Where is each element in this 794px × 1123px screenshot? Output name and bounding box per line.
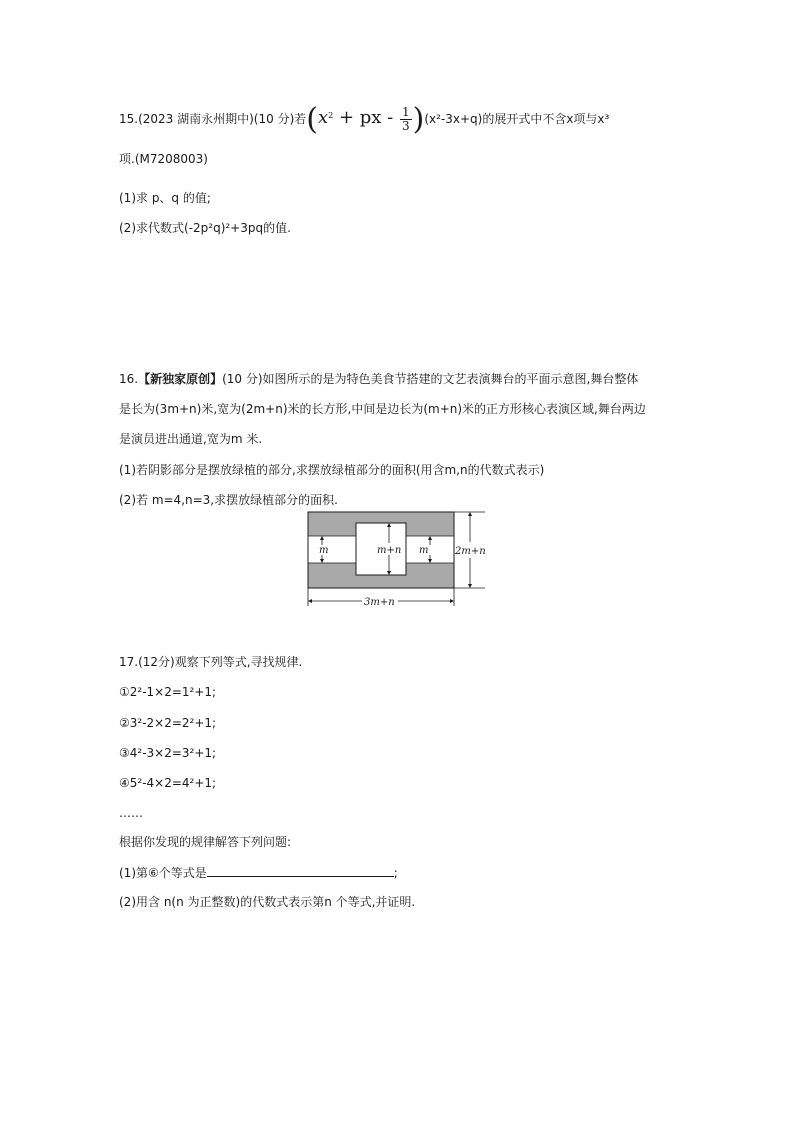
q17-part1-post: ; [393,866,398,880]
q17-title: 17.(12分)观察下列等式,寻找规律. [119,655,303,669]
q16-line1 [119,371,638,387]
q17-part1 [119,864,398,881]
q15-after-paren: (x²-3x+q)的展开式中不含x项与x³ [424,112,610,126]
q16-part2: (2)若 m=4,n=3,求摆放绿植部分的面积. [119,493,338,507]
q16-part1: (1)若阴影部分是摆放绿植的部分,求摆放绿植部分的面积(用含m,n的代数式表示) [119,463,545,477]
label-width: 3m+n [364,597,395,608]
q15-frac-den: 3 [401,119,410,133]
label-height: 2m+n [455,546,486,557]
q15-expr-mid: + px - [333,107,399,128]
label-center: m+n [377,545,402,556]
q17-eq3: ③4²-3×2=3²+1; [119,746,217,760]
q17-eq2: ②3²-2×2=2²+1; [119,716,217,730]
label-m-right: m [419,545,429,556]
q16-number: 16. [119,372,139,386]
q15-open-paren: ( [306,102,318,137]
answer-blank[interactable] [207,864,394,877]
q17-intro: 根据你发现的规律解答下列问题: [119,835,292,849]
q16-tag: 【新独家原创】 [138,372,223,386]
q15-close-paren: ) [412,102,425,137]
q16-line3: 是演员进出通道,宽为m 米. [119,432,263,446]
q17-part1-pre: (1)第⑥个等式是 [119,866,207,880]
q17-eq4: ④5²-4×2=4²+1; [119,776,217,790]
q17-ellipsis: …… [119,806,143,820]
q15-part1: (1)求 p、q 的值; [119,191,211,205]
q15-frac-num: 1 [401,105,410,119]
q15-fraction [400,106,412,133]
q15-line1 [119,100,610,137]
label-m-left: m [319,545,329,556]
q15-part2: (2)求代数式(-2p²q)²+3pq的值. [119,221,291,235]
stage-diagram [300,505,500,617]
q16-line2: 是长为(3m+n)米,宽为(2m+n)米的长方形,中间是边长为(m+n)米的正方形核心表演区域,舞台两边 [119,402,646,416]
q15-expr-x: x [317,107,329,128]
q15-prefix: 15.(2023 湖南永州期中)(10 分)若 [119,112,307,126]
q15-line2: 项.(M7208003) [119,152,208,166]
q16-line1-rest: (10 分)如图所示的是为特色美食节搭建的文艺表演舞台的平面示意图,舞台整体 [222,372,639,386]
q15-expr-exp: 2 [328,111,334,120]
q17-eq1: ①2²-1×2=1²+1; [119,685,217,699]
q17-part2: (2)用含 n(n 为正整数)的代数式表示第n 个等式,并证明. [119,895,416,909]
